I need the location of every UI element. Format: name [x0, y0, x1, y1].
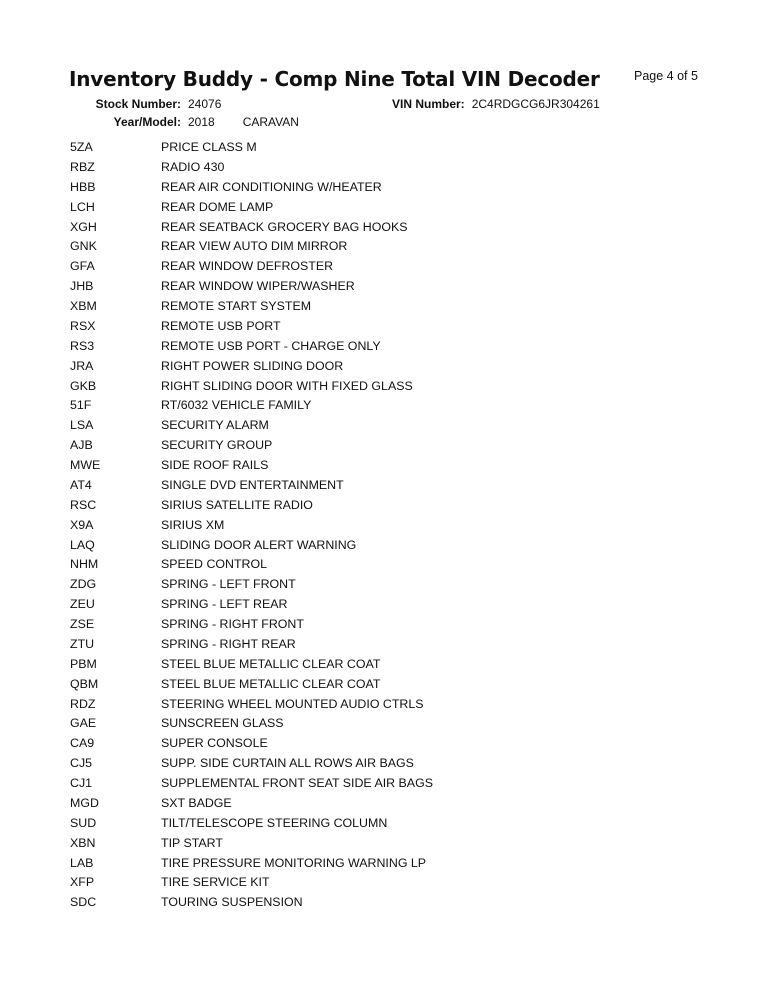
- option-code: LAQ: [70, 537, 95, 552]
- list-item: [70, 893, 710, 913]
- option-description: SPRING - RIGHT REAR: [161, 636, 296, 651]
- list-item: [70, 675, 710, 695]
- option-description: SUPP. SIDE CURTAIN ALL ROWS AIR BAGS: [161, 756, 414, 771]
- list-item: [70, 516, 710, 536]
- list-item: [70, 277, 710, 297]
- list-item: [70, 357, 710, 377]
- list-item: [70, 218, 710, 238]
- list-item: [70, 377, 710, 397]
- option-description: REAR SEATBACK GROCERY BAG HOOKS: [161, 219, 408, 234]
- option-code: GNK: [70, 239, 97, 254]
- list-item: [70, 774, 710, 794]
- list-item: [70, 854, 710, 874]
- option-code: CJ1: [70, 776, 93, 790]
- option-code: RSC: [70, 497, 97, 512]
- option-description: SIRIUS XM: [161, 517, 225, 532]
- list-item: [70, 476, 710, 496]
- list-item: [70, 416, 710, 436]
- list-item: [70, 198, 710, 218]
- option-description: TIRE SERVICE KIT: [161, 875, 270, 890]
- list-item: [70, 337, 710, 357]
- option-code-list: [70, 138, 710, 913]
- option-description: SECURITY ALARM: [161, 418, 269, 433]
- option-code: SDC: [70, 895, 97, 910]
- option-code: XBN: [70, 835, 96, 850]
- option-description: REAR DOME LAMP: [161, 199, 274, 214]
- option-description: REMOTE START SYSTEM: [161, 299, 312, 313]
- list-item: [70, 655, 710, 675]
- option-description: STEERING WHEEL MOUNTED AUDIO CTRLS: [161, 696, 424, 711]
- option-code: QBM: [70, 676, 99, 691]
- option-code: MWE: [70, 458, 101, 472]
- option-description: SINGLE DVD ENTERTAINMENT: [161, 477, 344, 492]
- option-description: SECURITY GROUP: [161, 438, 273, 453]
- list-item: [70, 178, 710, 198]
- list-item: [70, 436, 710, 456]
- option-description: SIDE ROOF RAILS: [161, 458, 269, 472]
- option-description: RADIO 430: [161, 159, 225, 174]
- option-code: RSX: [70, 318, 96, 333]
- option-code: XFP: [70, 875, 95, 890]
- vin-number-value: 2C4RDGCG6JR304261: [471, 97, 600, 111]
- option-description: SUPER CONSOLE: [161, 736, 268, 751]
- option-code: X9A: [70, 517, 94, 532]
- option-description: TIRE PRESSURE MONITORING WARNING LP: [161, 855, 427, 870]
- vin-number-label: VIN Number:: [392, 97, 465, 111]
- list-item: [70, 297, 710, 317]
- option-code: GAE: [70, 716, 97, 731]
- list-item: [70, 695, 710, 715]
- option-description: SLIDING DOOR ALERT WARNING: [161, 537, 357, 552]
- page-title: Inventory Buddy - Comp Nine Total VIN Decoder: [69, 67, 600, 91]
- option-code: RBZ: [70, 159, 95, 174]
- option-code: GFA: [70, 259, 95, 274]
- option-code: NHM: [70, 557, 99, 572]
- list-item: [70, 635, 710, 655]
- option-code: LCH: [70, 199, 95, 214]
- option-code: JRA: [70, 358, 94, 373]
- option-description: PRICE CLASS M: [161, 140, 257, 154]
- year-model-row: [94, 115, 299, 129]
- option-code: PBM: [70, 656, 97, 671]
- list-item: [70, 138, 710, 158]
- list-item: [70, 754, 710, 774]
- option-code: 5ZA: [70, 140, 93, 154]
- option-code: MGD: [70, 795, 99, 810]
- page-number: Page 4 of 5: [634, 69, 698, 83]
- option-code: LAB: [70, 855, 94, 870]
- option-code: 51F: [70, 398, 92, 413]
- option-description: SUPPLEMENTAL FRONT SEAT SIDE AIR BAGS: [161, 776, 433, 790]
- option-code: RDZ: [70, 696, 96, 711]
- list-item: [70, 317, 710, 337]
- option-description: TILT/TELESCOPE STEERING COLUMN: [161, 815, 388, 830]
- option-description: REAR WINDOW WIPER/WASHER: [161, 279, 355, 294]
- list-item: [70, 714, 710, 734]
- option-description: SPRING - LEFT REAR: [161, 597, 288, 612]
- list-item: [70, 456, 710, 476]
- stock-number-row: [94, 97, 221, 111]
- list-item: [70, 814, 710, 834]
- stock-number-label: Stock Number:: [95, 97, 181, 111]
- list-item: [70, 734, 710, 754]
- list-item: [70, 158, 710, 178]
- option-description: REMOTE USB PORT - CHARGE ONLY: [161, 338, 381, 353]
- option-code: GKB: [70, 378, 97, 393]
- option-description: REAR AIR CONDITIONING W/HEATER: [161, 179, 382, 194]
- list-item: [70, 536, 710, 556]
- option-description: SIRIUS SATELLITE RADIO: [161, 497, 313, 512]
- option-code: RS3: [70, 338, 95, 353]
- list-item: [70, 575, 710, 595]
- option-description: REAR VIEW AUTO DIM MIRROR: [161, 239, 348, 254]
- list-item: [70, 237, 710, 257]
- list-item: [70, 794, 710, 814]
- option-description: SPEED CONTROL: [161, 557, 268, 572]
- list-item: [70, 496, 710, 516]
- option-description: TIP START: [161, 835, 223, 850]
- list-item: [70, 396, 710, 416]
- option-code: LSA: [70, 418, 94, 433]
- list-item: [70, 615, 710, 635]
- list-item: [70, 257, 710, 277]
- list-item: [70, 595, 710, 615]
- option-description: RIGHT SLIDING DOOR WITH FIXED GLASS: [161, 378, 413, 393]
- option-description: STEEL BLUE METALLIC CLEAR COAT: [161, 656, 381, 671]
- list-item: [70, 873, 710, 893]
- list-item: [70, 555, 710, 575]
- option-description: REAR WINDOW DEFROSTER: [161, 259, 334, 274]
- option-code: ZTU: [70, 636, 95, 651]
- vin-number-row: [392, 97, 600, 111]
- option-description: RIGHT POWER SLIDING DOOR: [161, 358, 344, 373]
- option-code: XBM: [70, 299, 97, 313]
- option-code: CJ5: [70, 756, 93, 771]
- option-code: ZEU: [70, 597, 95, 612]
- option-code: JHB: [70, 279, 94, 294]
- option-description: SUNSCREEN GLASS: [161, 716, 284, 731]
- model-value: CARAVAN: [242, 115, 299, 129]
- option-code: AT4: [70, 477, 92, 492]
- option-code: ZSE: [70, 617, 95, 631]
- option-code: SUD: [70, 815, 97, 830]
- stock-number-value: 24076: [188, 97, 222, 111]
- year-value: 2018: [188, 115, 215, 129]
- option-code: ZDG: [70, 577, 97, 592]
- option-code: HBB: [70, 179, 96, 194]
- option-description: TOURING SUSPENSION: [161, 895, 303, 910]
- option-description: STEEL BLUE METALLIC CLEAR COAT: [161, 676, 381, 691]
- option-code: AJB: [70, 438, 93, 453]
- option-description: SPRING - RIGHT FRONT: [161, 617, 304, 631]
- option-description: REMOTE USB PORT: [161, 318, 281, 333]
- option-code: XGH: [70, 219, 97, 234]
- option-description: RT/6032 VEHICLE FAMILY: [161, 398, 312, 413]
- option-code: CA9: [70, 736, 95, 751]
- year-model-label: Year/Model:: [113, 115, 181, 129]
- option-description: SPRING - LEFT FRONT: [161, 577, 296, 592]
- option-description: SXT BADGE: [161, 795, 232, 810]
- list-item: [70, 834, 710, 854]
